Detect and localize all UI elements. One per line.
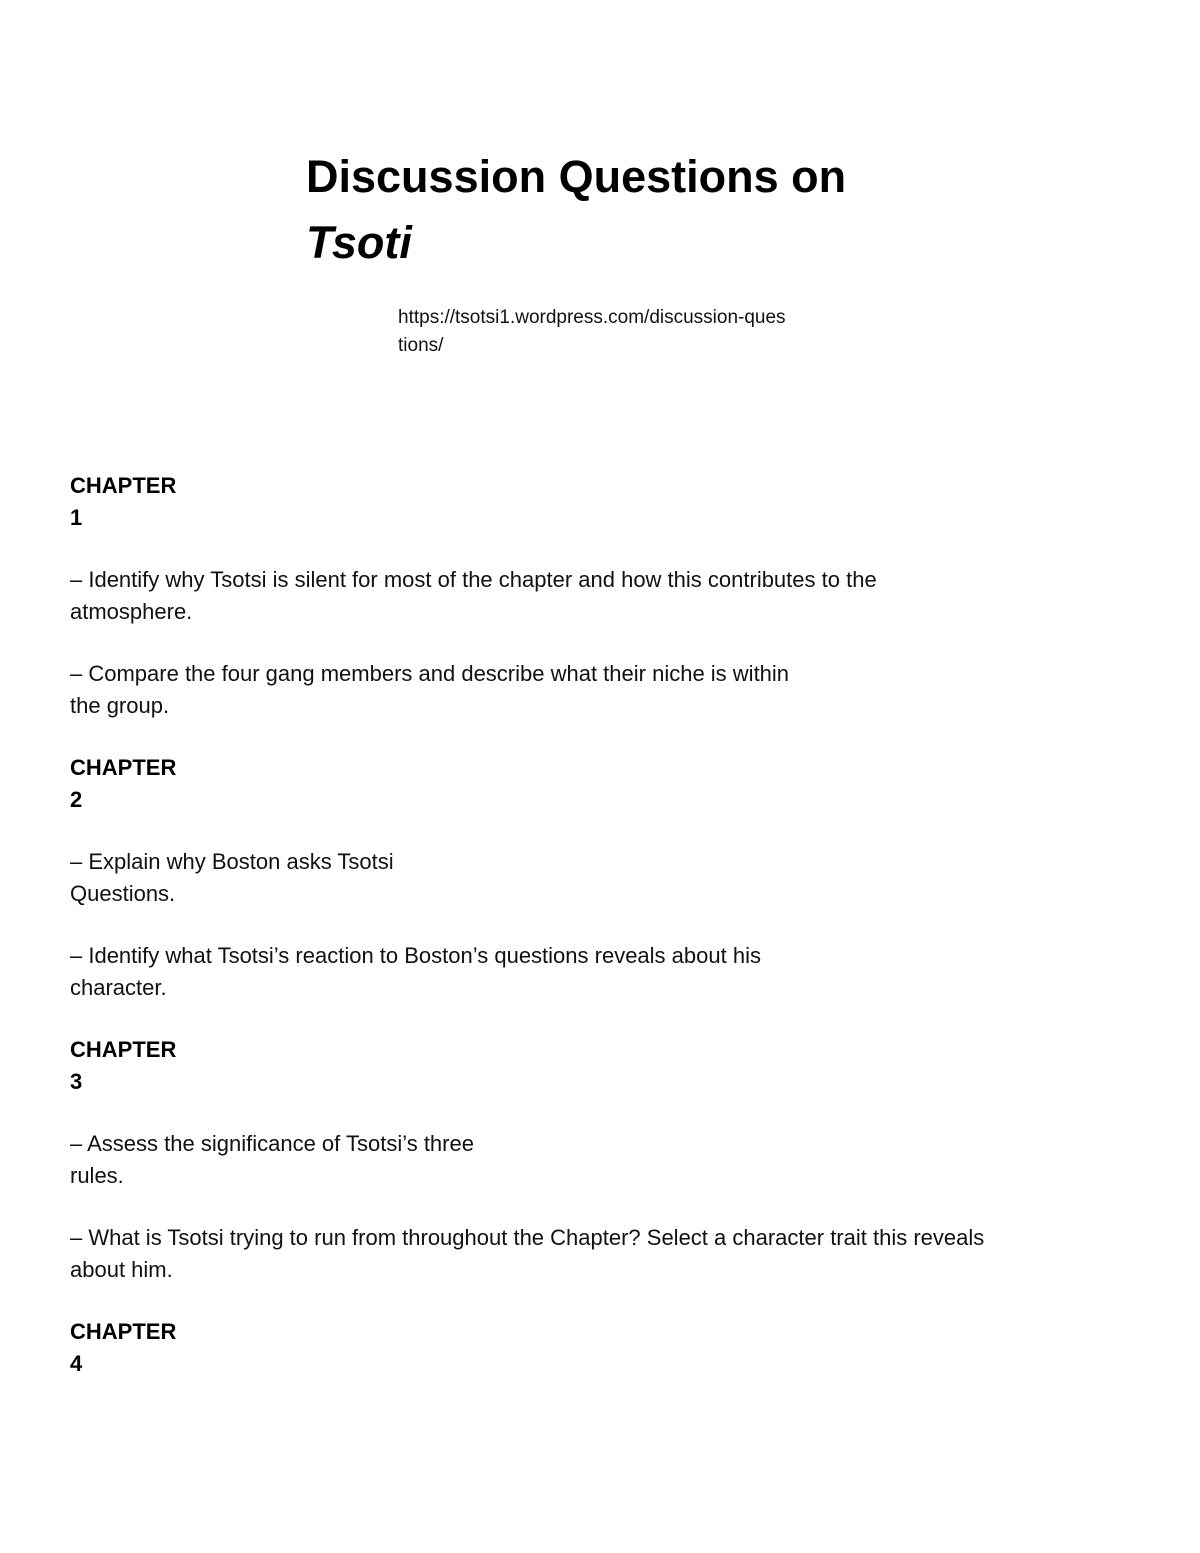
question-line: rules. bbox=[70, 1163, 124, 1188]
chapter-label: CHAPTER bbox=[70, 1037, 177, 1062]
question-line: character. bbox=[70, 975, 167, 1000]
question-line: Questions. bbox=[70, 881, 176, 906]
chapter-label: CHAPTER bbox=[70, 755, 177, 780]
question-1-2 bbox=[70, 658, 1150, 722]
question-2-1 bbox=[70, 846, 1150, 910]
chapter-number: 4 bbox=[70, 1351, 83, 1376]
title-line-1: Discussion Questions on bbox=[306, 151, 847, 202]
title-line-2: Tsoti bbox=[306, 217, 412, 268]
document-title bbox=[306, 144, 846, 276]
chapter-number: 3 bbox=[70, 1069, 83, 1094]
chapter-heading-1 bbox=[70, 470, 1150, 534]
question-line: about him. bbox=[70, 1257, 173, 1282]
chapter-number: 2 bbox=[70, 787, 83, 812]
question-line: – Identify what Tsotsi’s reaction to Boston’s questions reveals about his bbox=[70, 943, 761, 968]
question-line: – Assess the significance of Tsotsi’s three bbox=[70, 1131, 474, 1156]
question-line: – Explain why Boston asks Tsotsi bbox=[70, 849, 394, 874]
source-url-line-2: tions/ bbox=[398, 335, 444, 356]
chapter-label: CHAPTER bbox=[70, 473, 177, 498]
question-1-1 bbox=[70, 564, 1150, 628]
question-line: the group. bbox=[70, 693, 170, 718]
question-line: – What is Tsotsi trying to run from throughout the Chapter? Select a character trait this reveals bbox=[70, 1225, 985, 1250]
question-line: atmosphere. bbox=[70, 599, 193, 624]
chapter-heading-4 bbox=[70, 1316, 1150, 1380]
question-2-2 bbox=[70, 940, 1150, 1004]
question-line: – Identify why Tsotsi is silent for most of the chapter and how this contributes to the bbox=[70, 567, 877, 592]
question-3-2 bbox=[70, 1222, 1150, 1286]
chapter-heading-3 bbox=[70, 1034, 1150, 1098]
chapter-heading-2 bbox=[70, 752, 1150, 816]
chapter-label: CHAPTER bbox=[70, 1319, 177, 1344]
question-3-1 bbox=[70, 1128, 1150, 1192]
source-url bbox=[398, 304, 786, 360]
chapter-number: 1 bbox=[70, 505, 83, 530]
source-url-line-1: https://tsotsi1.wordpress.com/discussion-ques bbox=[398, 307, 786, 328]
question-line: – Compare the four gang members and describe what their niche is within bbox=[70, 661, 790, 686]
chapters-content bbox=[70, 470, 1150, 1410]
